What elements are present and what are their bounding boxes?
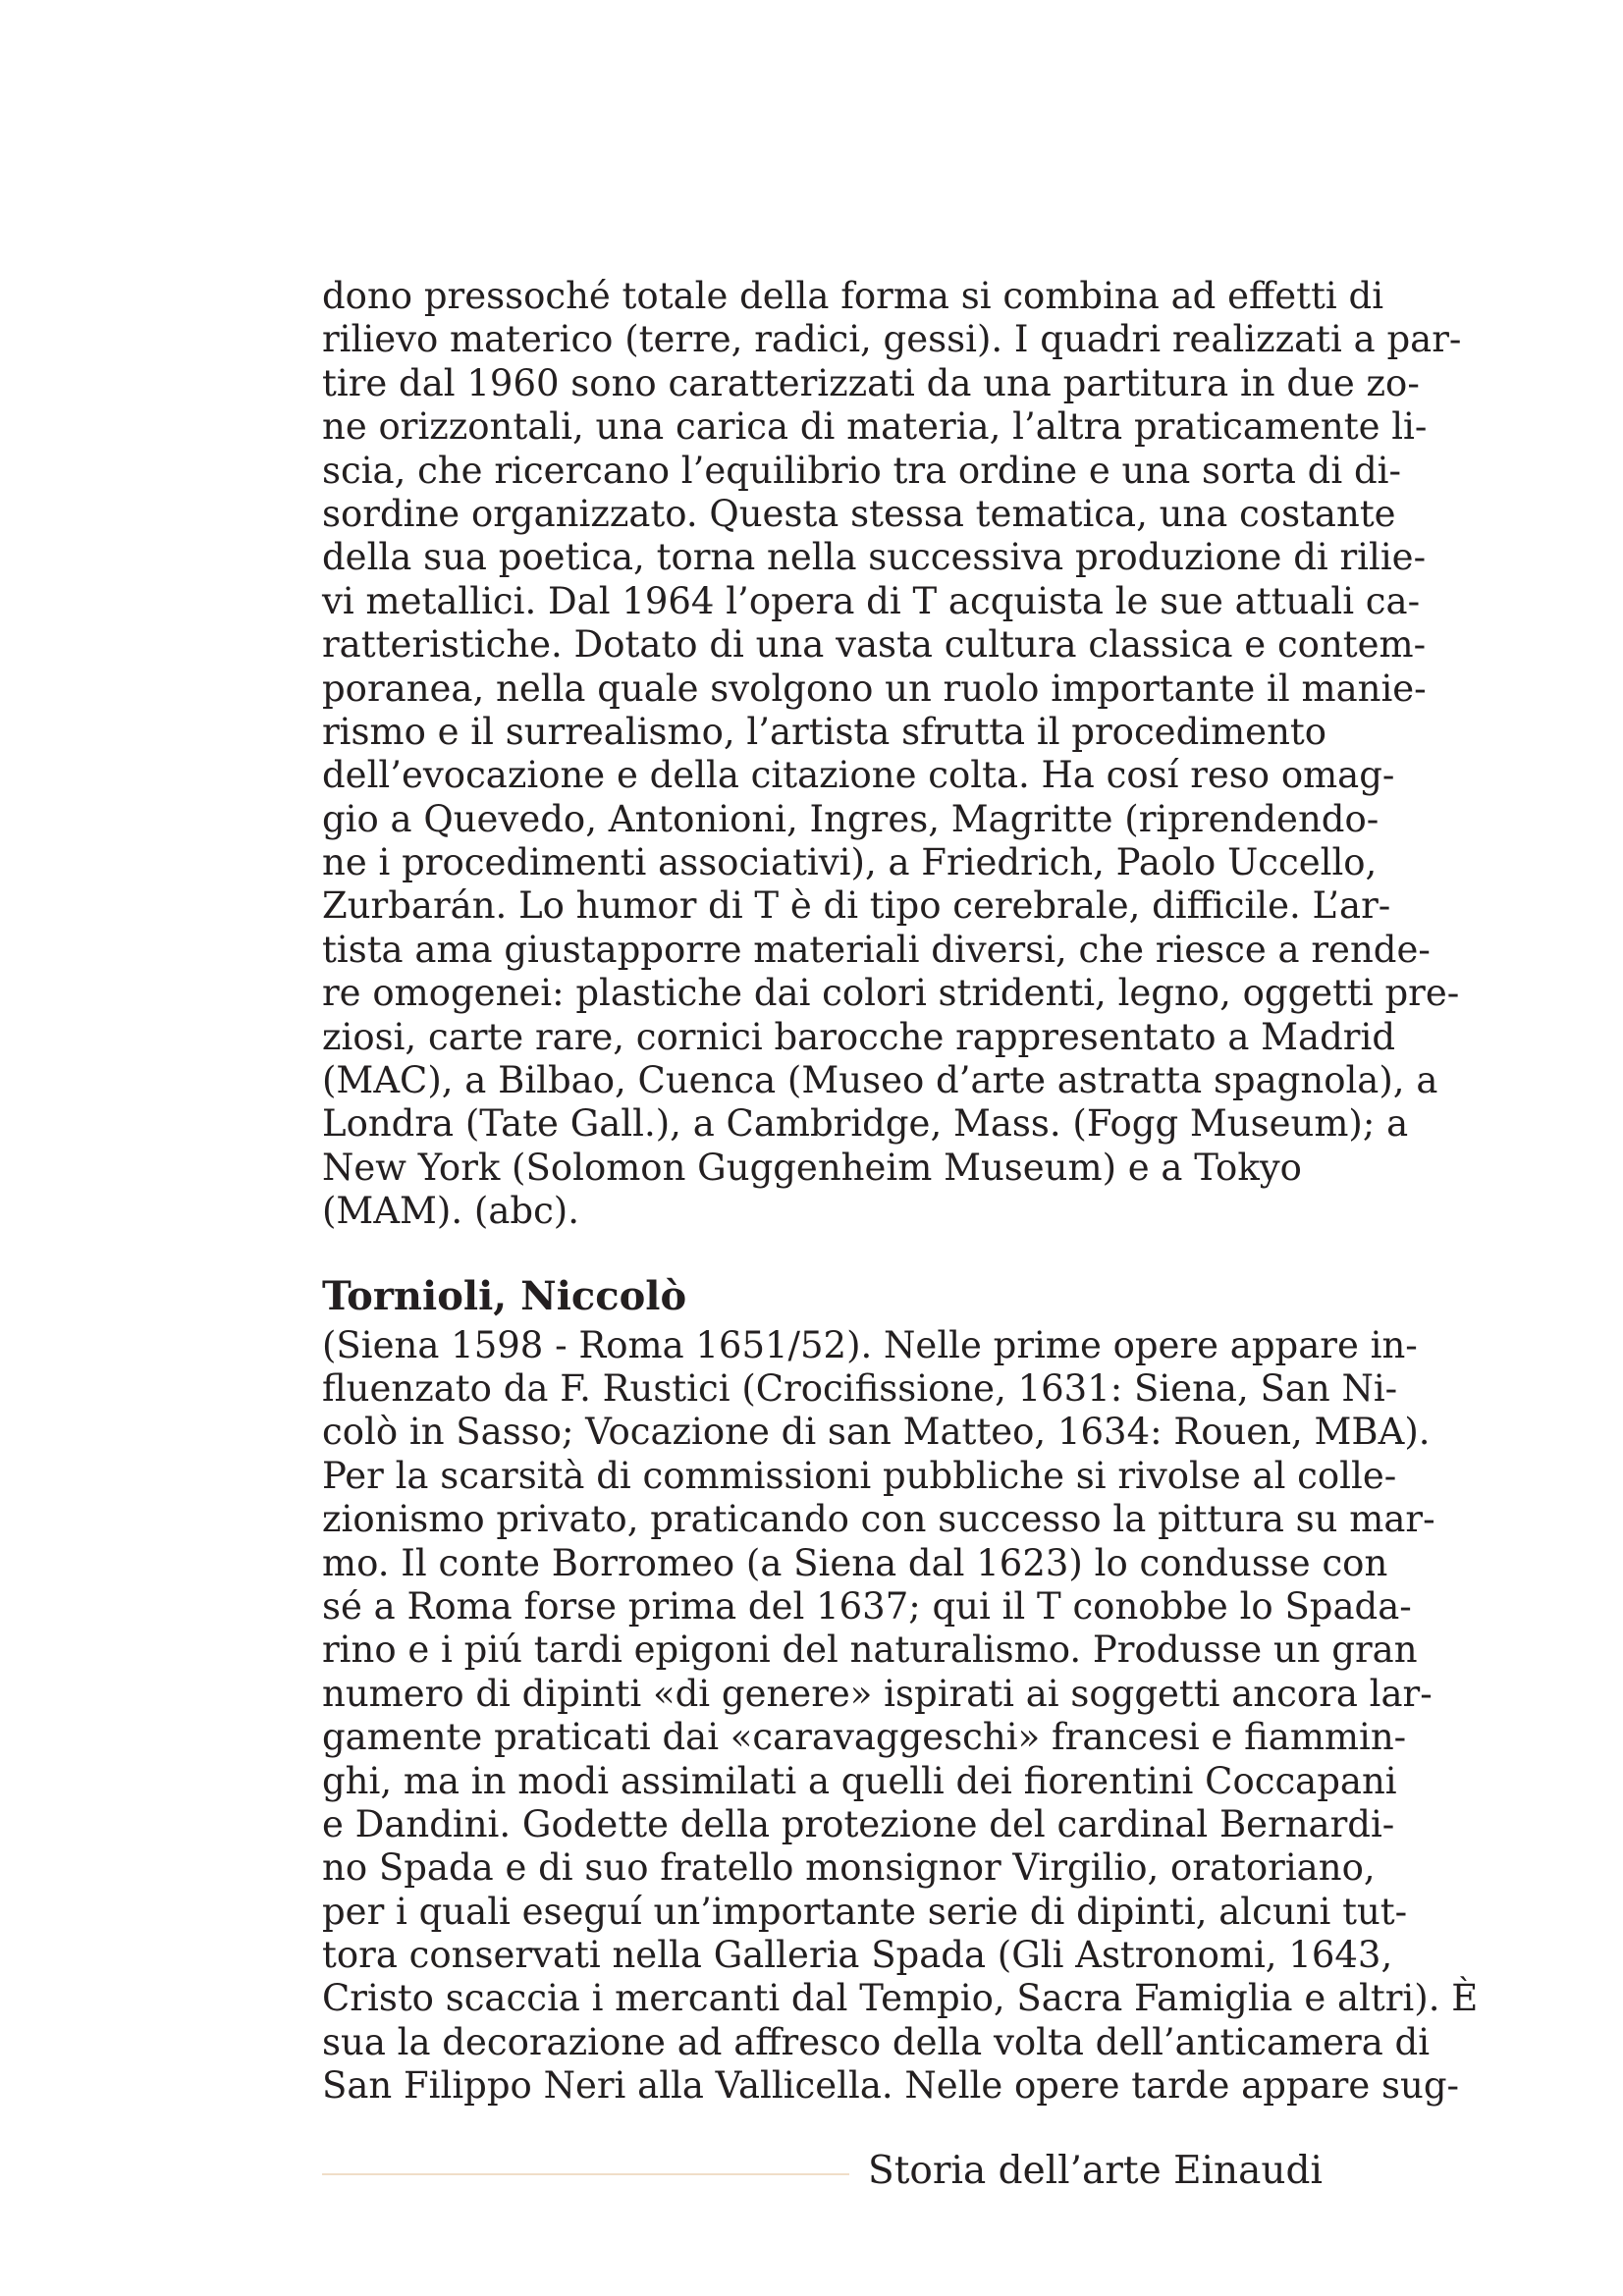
- entry-line: e Dandini. Godette della protezione del cardinal Bernardi-: [322, 1802, 1395, 1845]
- body-line: della sua poetica, torna nella successiva produzione di rilie-: [322, 536, 1427, 579]
- entry-line: zionismo privato, praticando con successo la pittura su mar-: [322, 1498, 1435, 1541]
- entry-line: San Filippo Neri alla Vallicella. Nelle opere tarde appare sug-: [322, 2064, 1460, 2108]
- body-line: sordine organizzato. Questa stessa tematica, una costante: [322, 492, 1396, 535]
- body-line: ratteristiche. Dotato di una vasta cultura classica e contem-: [322, 623, 1427, 667]
- entry-line: Cristo scaccia i mercanti dal Tempio, Sacra Famiglia e altri). È: [322, 1977, 1479, 2020]
- body-line: re omogenei: plastiche dai colori stridenti, legno, oggetti pre-: [322, 972, 1460, 1015]
- body-line: rilievo materico (terre, radici, gessi). I quadri realizzati a par-: [322, 318, 1462, 361]
- body-line: ne orizzontali, una carica di materia, l’altra praticamente li-: [322, 405, 1428, 449]
- entry-line: Per la scarsità di commissioni pubbliche si rivolse al colle-: [322, 1454, 1397, 1497]
- body-line: tista ama giustapporre materiali diversi, che riesce a rende-: [322, 928, 1431, 971]
- body-line: New York (Solomon Guggenheim Museum) e a Tokyo: [322, 1146, 1302, 1189]
- entry-line: sé a Roma forse prima del 1637; qui il T conobbe lo Spada-: [322, 1584, 1412, 1628]
- entry-line: gamente praticati dai «caravaggeschi» francesi e fiammin-: [322, 1716, 1407, 1759]
- body-line: ziosi, carte rare, cornici barocche rappresentato a Madrid: [322, 1015, 1395, 1058]
- body-line: gio a Quevedo, Antonioni, Ingres, Magritte (riprendendo-: [322, 797, 1380, 840]
- entry-line: numero di dipinti «di genere» ispirati ai soggetti ancora lar-: [322, 1672, 1433, 1715]
- entry-line: per i quali eseguí un’importante serie di dipinti, alcuni tut-: [322, 1890, 1408, 1933]
- page-text: [322, 275, 1479, 2109]
- body-line: dell’evocazione e della citazione colta. Ha cosí reso omag-: [322, 754, 1395, 797]
- entry-line: (Siena 1598 - Roma 1651/52). Nelle prime opere appare in-: [322, 1323, 1418, 1366]
- entry-line: mo. Il conte Borromeo (a Siena dal 1623) lo condusse con: [322, 1541, 1388, 1584]
- entry-paragraph: [322, 1323, 1479, 2109]
- entry-heading: Tornioli, Niccolò: [322, 1272, 687, 1319]
- entry-line: fluenzato da F. Rustici (Crocifissione, 1631: Siena, San Ni-: [322, 1366, 1398, 1410]
- body-line: Londra (Tate Gall.), a Cambridge, Mass. (Fogg Museum); a: [322, 1102, 1409, 1146]
- body-line: poranea, nella quale svolgono un ruolo importante il manie-: [322, 667, 1427, 710]
- entry-line: rino e i piú tardi epigoni del naturalismo. Produsse un gran: [322, 1629, 1418, 1672]
- entry-line: tora conservati nella Galleria Spada (Gli Astronomi, 1643,: [322, 1934, 1393, 1977]
- footer-title: Storia dell’arte Einaudi: [868, 2149, 1323, 2193]
- body-line: tire dal 1960 sono caratterizzati da una partitura in due zo-: [322, 361, 1420, 404]
- body-line: ne i procedimenti associativi), a Friedrich, Paolo Uccello,: [322, 841, 1378, 884]
- body-paragraph: [322, 275, 1462, 1234]
- body-line: scia, che ricercano l’equilibrio tra ordine e una sorta di di-: [322, 449, 1401, 492]
- entry-line: ghi, ma in modi assimilati a quelli dei fiorentini Coccapani: [322, 1759, 1397, 1802]
- footer-rule: [322, 2173, 849, 2175]
- body-line: (MAM). (abc).: [322, 1190, 579, 1233]
- entry-line: colò in Sasso; Vocazione di san Matteo, 1634: Rouen, MBA).: [322, 1411, 1431, 1454]
- entry-line: no Spada e di suo fratello monsignor Virgilio, oratoriano,: [322, 1846, 1376, 1890]
- body-line: rismo e il surrealismo, l’artista sfrutta il procedimento: [322, 710, 1327, 753]
- entry-line: sua la decorazione ad affresco della volta dell’anticamera di: [322, 2020, 1431, 2063]
- body-line: Zurbarán. Lo humor di T è di tipo cerebrale, difficile. L’ar-: [322, 884, 1391, 928]
- body-line: vi metallici. Dal 1964 l’opera di T acquista le sue attuali ca-: [322, 579, 1421, 622]
- body-line: (MAC), a Bilbao, Cuenca (Museo d’arte astratta spagnola), a: [322, 1059, 1438, 1102]
- body-line: dono pressoché totale della forma si combina ad effetti di: [322, 275, 1384, 317]
